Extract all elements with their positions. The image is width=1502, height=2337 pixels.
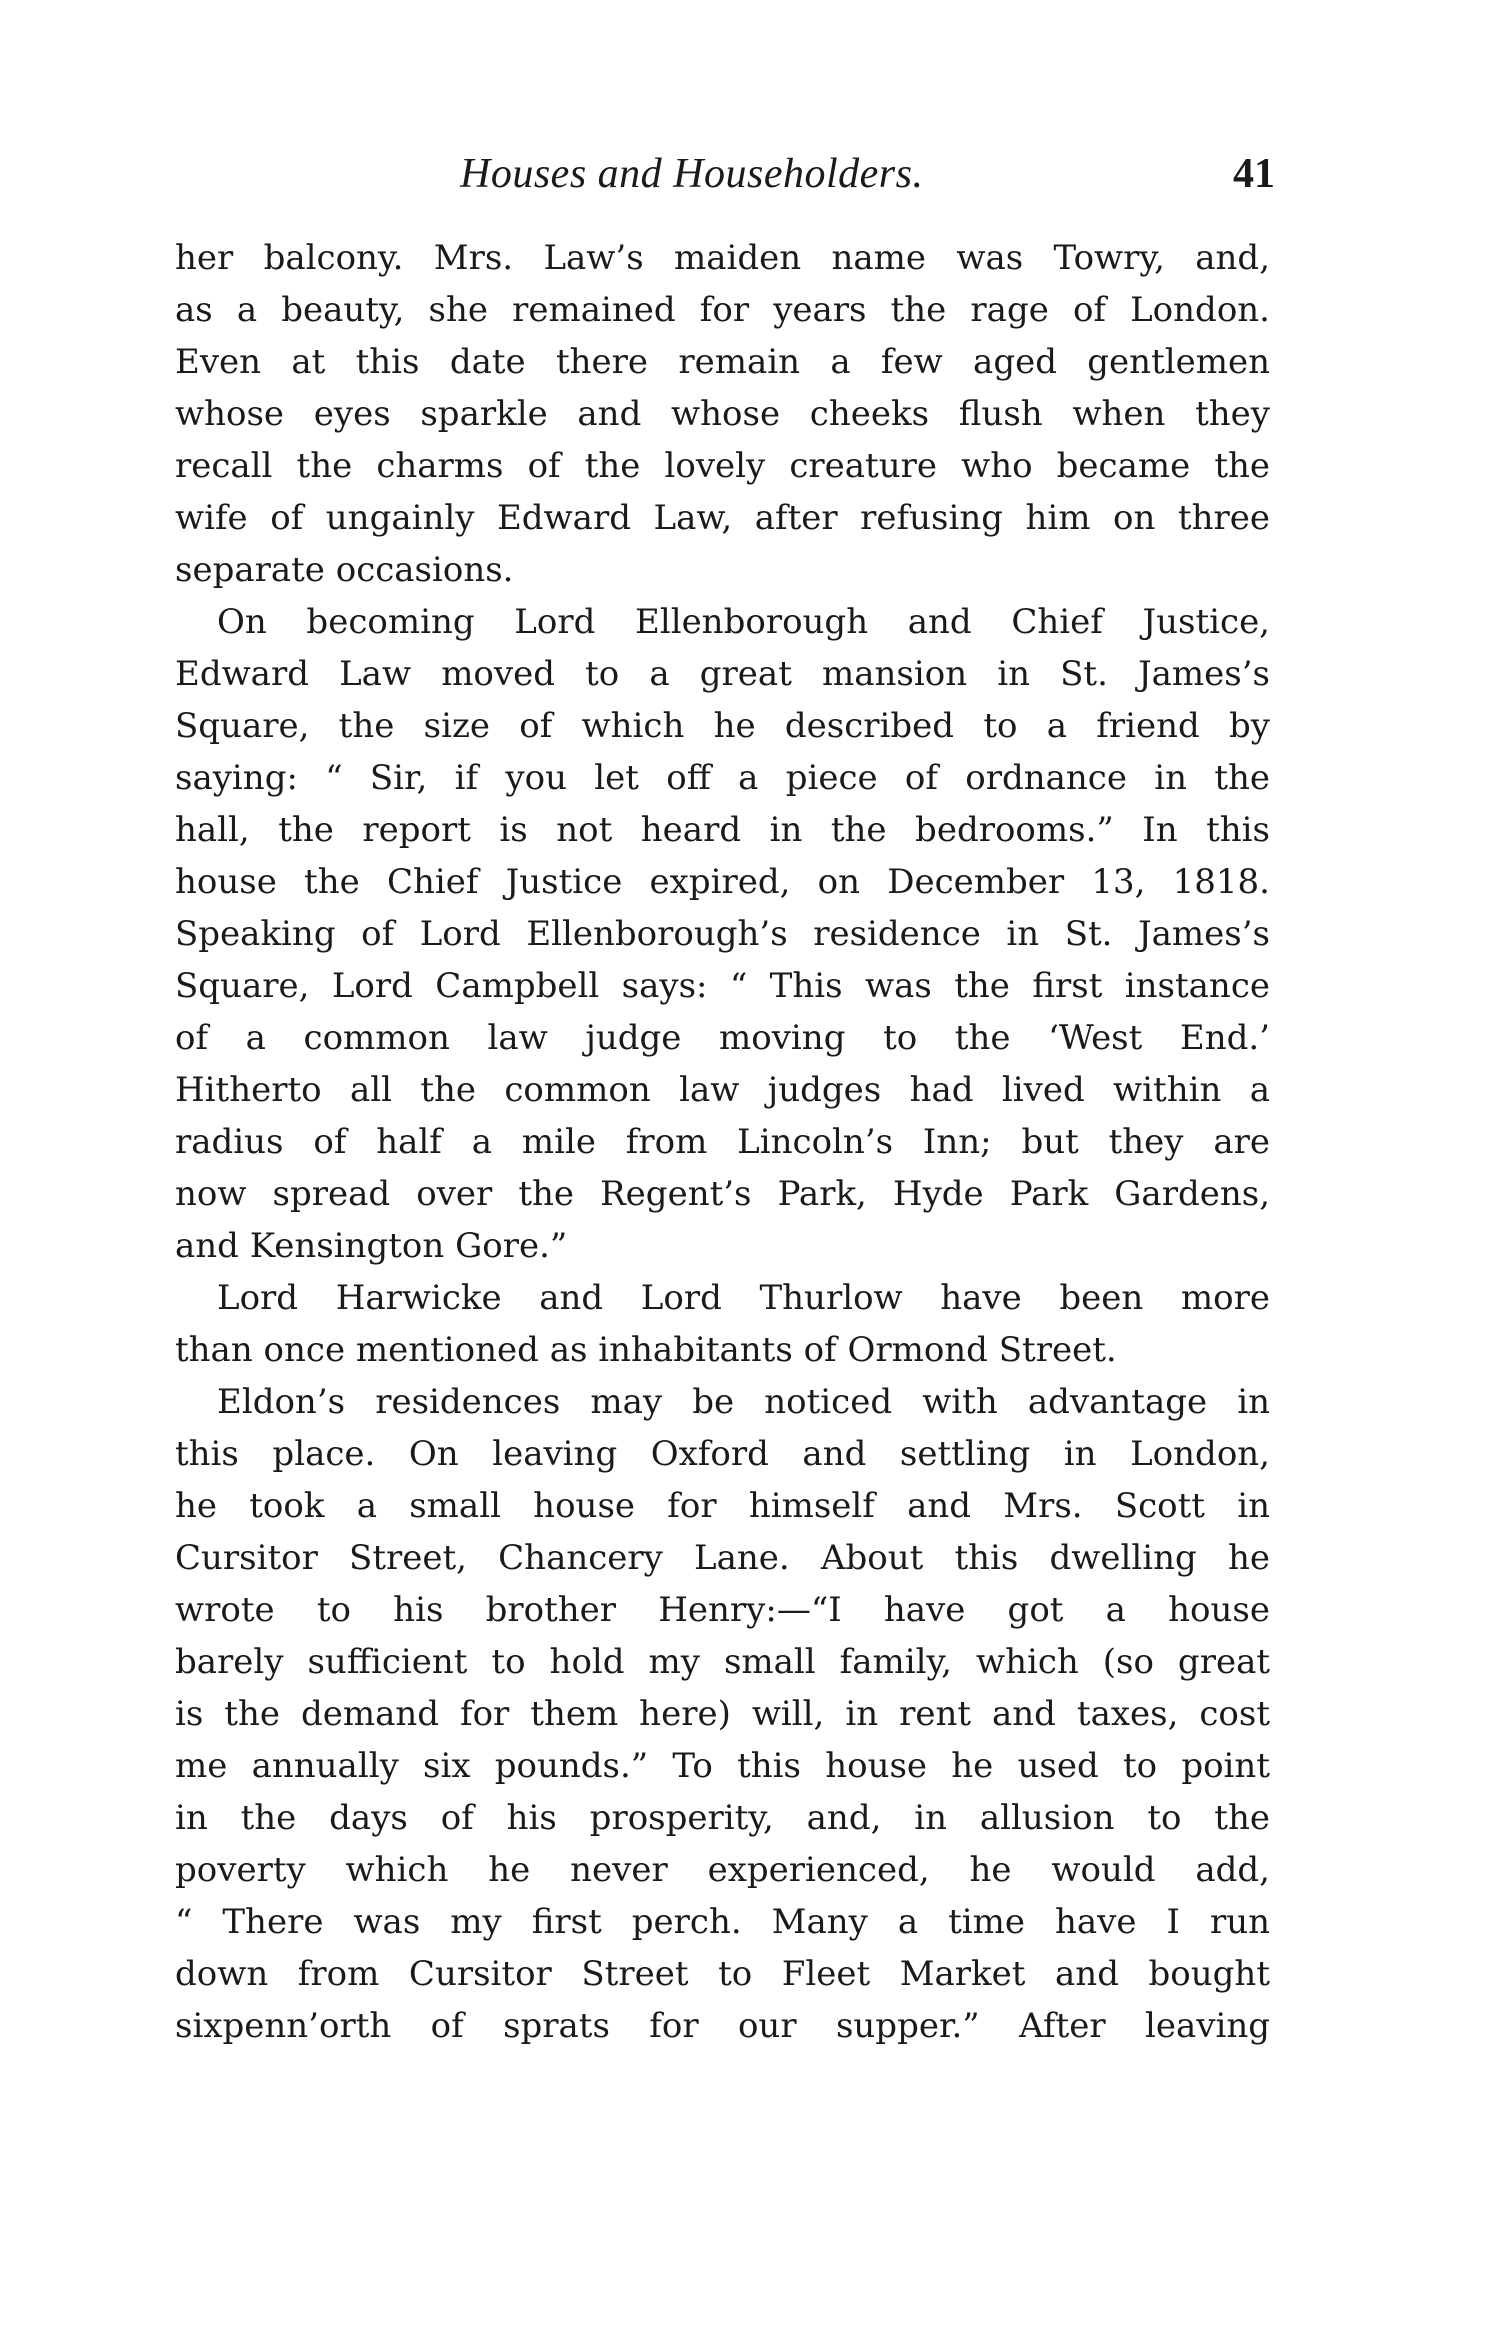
text-line: “ There was my first perch. Many a time have I run [175,1902,1270,1942]
text-line: than once mentioned as inhabitants of Ormond Street. [175,1330,1117,1370]
text-line: Even at this date there remain a few aged gentlemen [175,342,1270,382]
text-line: barely sufficient to hold my small family, which (so great [175,1642,1270,1682]
text-line: recall the charms of the lovely creature who became the [175,446,1270,486]
body-text [175,232,1270,2052]
text-line: Square, Lord Campbell says: “ This was the first instance [175,966,1270,1006]
text-line: Speaking of Lord Ellenborough’s residence in St. James’s [175,914,1270,954]
text-line: house the Chief Justice expired, on December 13, 1818. [175,862,1270,902]
running-title: Houses and Householders. [460,151,924,197]
text-line: saying: “ Sir, if you let off a piece of ordnance in the [175,758,1270,798]
text-line: Eldon’s residences may be noticed with advantage in [217,1382,1270,1422]
text-line: wife of ungainly Edward Law, after refusing him on three [175,498,1270,538]
page-number: 41 [1233,151,1275,197]
paragraph-2 [175,596,1270,1272]
text-line: me annually six pounds.” To this house he used to point [175,1746,1270,1786]
text-line: Cursitor Street, Chancery Lane. About this dwelling he [175,1538,1270,1578]
text-line: of a common law judge moving to the ‘West End.’ [175,1018,1270,1058]
paragraph-1 [175,232,1270,596]
text-line: is the demand for them here) will, in rent and taxes, cost [175,1694,1270,1734]
text-line: whose eyes sparkle and whose cheeks flush when they [175,394,1270,434]
paragraph-3 [175,1272,1270,1376]
running-head [180,150,1275,210]
text-line: this place. On leaving Oxford and settling in London, [175,1434,1270,1474]
text-line: now spread over the Regent’s Park, Hyde Park Gardens, [175,1174,1270,1214]
text-line: her balcony. Mrs. Law’s maiden name was Towry, and, [175,238,1270,278]
text-line: Edward Law moved to a great mansion in St. James’s [175,654,1270,694]
text-line: Lord Harwicke and Lord Thurlow have been more [217,1278,1270,1318]
text-line: separate occasions. [175,550,514,590]
text-line: in the days of his prosperity, and, in allusion to the [175,1798,1270,1838]
paragraph-4 [175,1376,1270,2052]
text-line: sixpenn’orth of sprats for our supper.” After leaving [175,2006,1270,2046]
text-line: Square, the size of which he described to a friend by [175,706,1270,746]
text-line: he took a small house for himself and Mrs. Scott in [175,1486,1270,1526]
text-line: radius of half a mile from Lincoln’s Inn; but they are [175,1122,1270,1162]
text-line: hall, the report is not heard in the bedrooms.” In this [175,810,1270,850]
text-line: down from Cursitor Street to Fleet Market and bought [175,1954,1270,1994]
text-line: wrote to his brother Henry:—“I have got a house [175,1590,1270,1630]
text-line: as a beauty, she remained for years the rage of London. [175,290,1270,330]
text-line: Hitherto all the common law judges had lived within a [175,1070,1270,1110]
text-line: On becoming Lord Ellenborough and Chief Justice, [217,602,1270,642]
text-line: and Kensington Gore.” [175,1226,568,1266]
text-line: poverty which he never experienced, he would add, [175,1850,1270,1890]
